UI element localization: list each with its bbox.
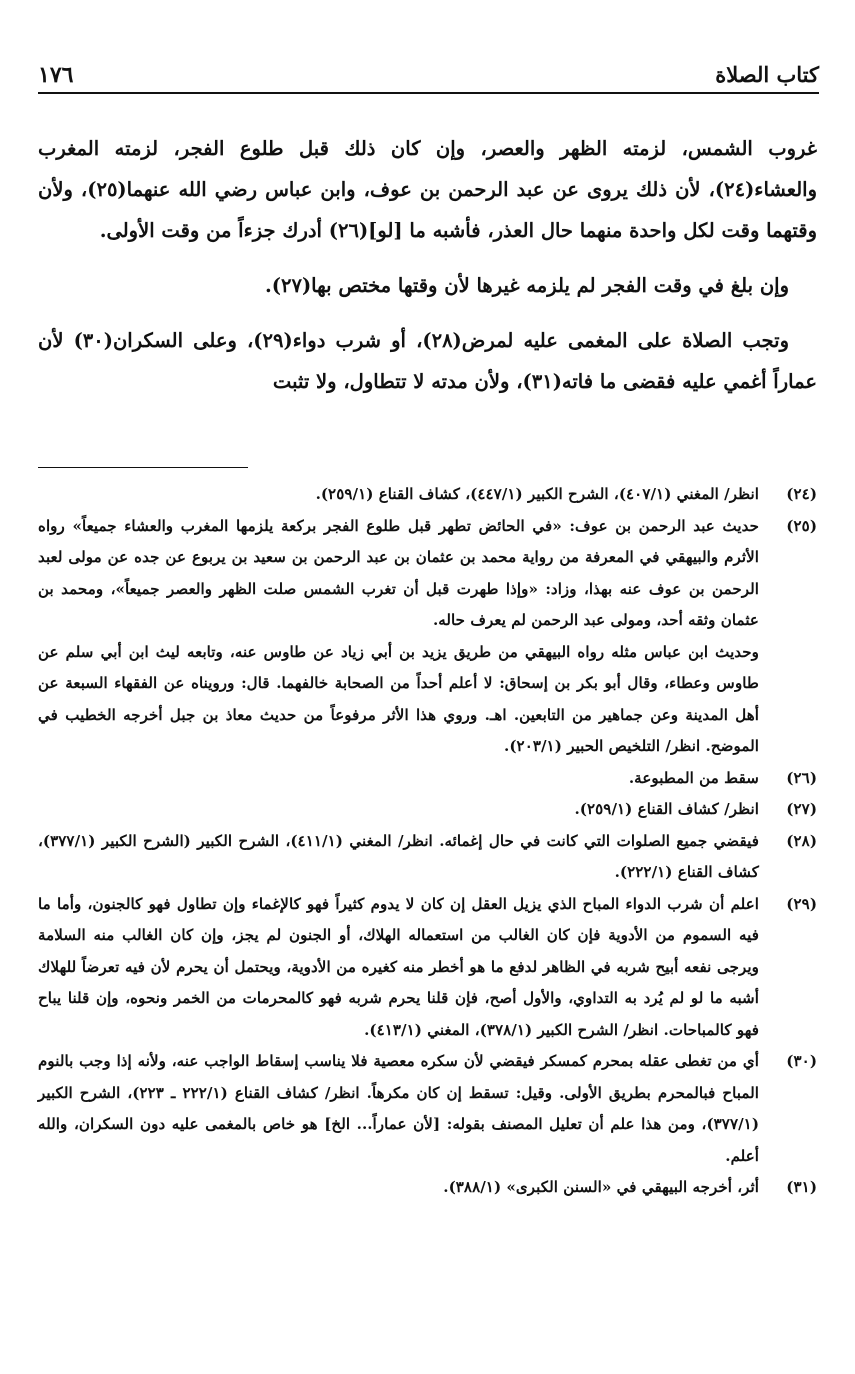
footnote-text: حديث عبد الرحمن بن عوف: «في الحائض تطهر قبل طلوع الفجر بركعة يلزمها المغرب والعشاء جميعاً» رواه الأثرم والبيهقي في المعرفة من رواية محمد بن عثمان بن عبد الرحمن بن سعيد بن يربوع عن جده عن مولى لعبد الرحمن بن عوف عنه بهذا، وزاد: «وإذا طهرت قبل أن تغرب الشمس صلت الظهر والعصر جميعاً»، ومحمد بن عثمان وثقه أحد، ومولى عبد الرحمن لم يعرف حاله.: [38, 516, 759, 629]
footnote-text: سقط من المطبوعة.: [628, 768, 759, 787]
footnote: [38, 511, 817, 637]
footnote: [38, 1172, 817, 1204]
footnotes: [38, 479, 817, 1204]
footnote-text: اعلم أن شرب الدواء المباح الذي يزيل العقل إن كان لا يدوم كثيراً فهو كالإغماء وإن تطاول فهو كالجنون، وأما ما فيه السموم من الأدوية فإن كان الغالب من استعماله الهلاك، أو الجنون لم يجز، وإن كان الغالب منه السلامة ويرجى نفعه أبيح شربه في الظاهر لدفع ما هو أخطر منه كغيره من الأدوية، ويحتمل أن يحرم لأن فيه تعرضاً للهلاك أشبه ما لو لم يُرد به التداوي، والأول أصح، فإن قلنا يحرم شربه فهو كالمحرمات من الخمر ونحوه، وإن قلنا يباح فهو كالمباحات. انظر/ الشرح الكبير (٣٧٨/١)، المغني (٤١٣/١).: [38, 894, 759, 1039]
chapter-title: كتاب الصلاة: [715, 62, 819, 87]
page-header: [38, 58, 819, 94]
footnote-number: (٢٧): [786, 800, 817, 818]
footnote-number: (٣١): [786, 1178, 817, 1196]
footnote: [38, 889, 817, 1047]
main-text: [38, 128, 817, 416]
footnote: [38, 479, 817, 511]
footnote-text: انظر/ كشاف القناع (٢٥٩/١).: [574, 800, 759, 818]
footnote-number: (٢٩): [786, 894, 817, 913]
footnote: [38, 794, 817, 826]
footnote-number: (٢٨): [786, 831, 817, 850]
footnote-number: (٣٠): [786, 1052, 817, 1070]
page-number: ١٧٦: [38, 62, 74, 88]
footnote: [38, 637, 817, 763]
footnote-separator: [38, 467, 248, 468]
footnote-text: وحديث ابن عباس مثله رواه البيهقي من طريق يزيد بن أبي زياد عن طاوس عنه، وتابعه ليث ابن أبي سلم عن طاوس وعطاء، وقال أبو بكر بن إسحاق: لا أعلم أحداً من الصحابة خالفهما. قال: ورويناه عن الفقهاء السبعة عن أهل المدينة وعن جماهير من التابعين. اهـ. وروي هذا الأثر مرفوعاً من حديث معاذ بن جبل أخرجه الخطيب في الموضح. انظر/ التلخيص الحبير (٢٠٣/١).: [38, 642, 759, 755]
footnote: [38, 826, 817, 889]
footnote-text: فيقضي جميع الصلوات التي كانت في حال إغمائه. انظر/ المغني (٤١١/١)، الشرح الكبير (الشرح الكبير (٣٧٧/١)، كشاف القناع (٢٢٢/١).: [38, 831, 759, 881]
main-paragraph: وتجب الصلاة على المغمى عليه لمرض(٢٨)، أو شرب دواء(٢٩)، وعلى السكران(٣٠) لأن عماراً أغمي عليه فقضى ما فاته(٣١)، ولأن مدته لا تتطاول، ولا تثبت: [38, 329, 817, 393]
footnote-text: انظر/ المغني (٤٠٧/١)، الشرح الكبير (٤٤٧/١)، كشاف القناع (٢٥٩/١).: [315, 485, 759, 503]
footnote: [38, 763, 817, 795]
footnote-text: أي من تغطى عقله بمحرم كمسكر فيقضي لأن سكره معصية فلا يناسب إسقاط الواجب عنه، ولأنه إذا وجب بالنوم المباح فبالمحرم بطريق الأولى. وقيل: تسقط إن كان مكرهاً. انظر/ كشاف القناع (٢٢٢/١ ـ ٢٢٣)، الشرح الكبير (٣٧٧/١)، ومن هذا علم أن تعليل المصنف بقوله: [لأن عماراً... الخ] هو خاص بالمغمى عليه دون السكران، والله أعلم.: [38, 1052, 759, 1165]
main-paragraph: غروب الشمس، لزمته الظهر والعصر، وإن كان ذلك قبل طلوع الفجر، لزمته المغرب والعشاء(٢٤)، لأن ذلك يروى عن عبد الرحمن بن عوف، وابن عباس رضي الله عنهما(٢٥)، ولأن وقتهما وقت لكل واحدة منهما حال العذر، فأشبه ما [لو](٢٦) أدرك جزءاً من وقت الأولى.: [38, 137, 817, 242]
main-paragraph: وإن بلغ في وقت الفجر لم يلزمه غيرها لأن وقتها مختص بها(٢٧).: [264, 274, 789, 297]
footnote-text: أثر، أخرجه البيهقي في «السنن الكبرى» (٣٨٨/١).: [443, 1178, 759, 1196]
footnote-number: (٢٥): [786, 516, 817, 535]
footnote-number: (٢٤): [786, 485, 817, 503]
footnote-number: (٢٦): [786, 768, 817, 787]
footnote: [38, 1046, 817, 1172]
